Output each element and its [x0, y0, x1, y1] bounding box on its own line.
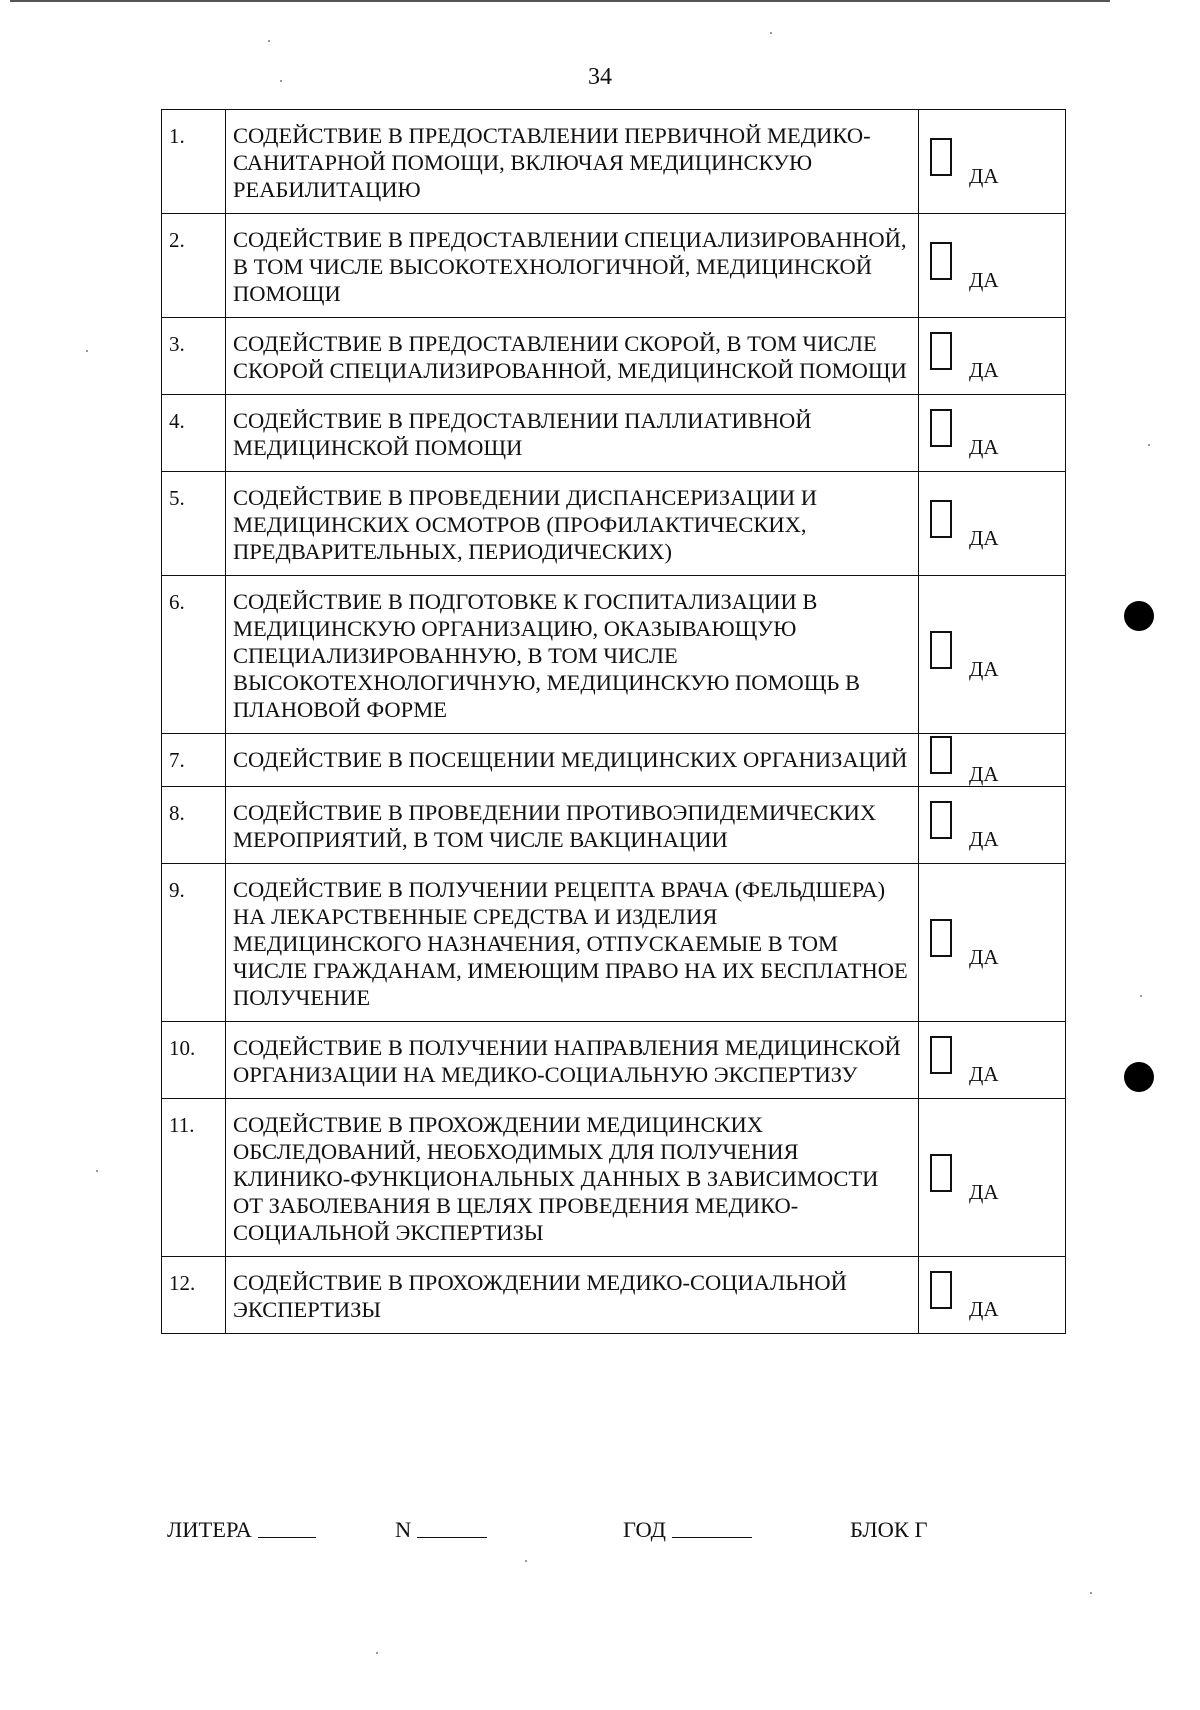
yes-checkbox[interactable] [930, 500, 952, 538]
services-table-body [162, 110, 1066, 1334]
row-description: СОДЕЙСТВИЕ В ПРОВЕДЕНИИ ДИСПАНСЕРИЗАЦИИ И МЕДИЦИНСКИХ ОСМОТРОВ (ПРОФИЛАКТИЧЕСКИХ, ПРЕДВАРИТЕЛЬНЫХ, ПЕРИОДИЧЕСКИХ) [226, 472, 919, 576]
yes-label: ДА [969, 525, 999, 550]
yes-label: ДА [969, 435, 999, 459]
year-blank[interactable] [672, 1517, 752, 1538]
row-description: СОДЕЙСТВИЕ В ПОДГОТОВКЕ К ГОСПИТАЛИЗАЦИИ В МЕДИЦИНСКУЮ ОРГАНИЗАЦИЮ, ОКАЗЫВАЮЩУЮ СПЕЦИАЛИЗИРОВАННУЮ, В ТОМ ЧИСЛЕ ВЫСОКОТЕХНОЛОГИЧНУЮ, МЕДИЦИНСКУЮ ПОМОЩЬ В ПЛАНОВОЙ ФОРМЕ [226, 576, 919, 734]
row-number: 2. [162, 214, 226, 318]
number-label: N [395, 1517, 412, 1542]
table-row [162, 1257, 1066, 1334]
row-description: СОДЕЙСТВИЕ В ПРОВЕДЕНИИ ПРОТИВОЭПИДЕМИЧЕСКИХ МЕРОПРИЯТИЙ, В ТОМ ЧИСЛЕ ВАКЦИНАЦИИ [226, 787, 919, 864]
yes-checkbox[interactable] [930, 631, 952, 669]
yes-checkbox[interactable] [930, 138, 952, 176]
row-number: 4. [162, 395, 226, 472]
yes-label: ДА [969, 358, 999, 382]
yes-checkbox[interactable] [930, 1154, 952, 1192]
answer-option [919, 136, 1065, 188]
answer-option [919, 1152, 1065, 1204]
yes-label: ДА [969, 1062, 999, 1086]
answer-option [919, 799, 1065, 851]
row-answer-cell [919, 472, 1066, 576]
row-number: 12. [162, 1257, 226, 1334]
scan-speck [1090, 1592, 1092, 1594]
yes-label: ДА [969, 656, 999, 681]
table-row [162, 110, 1066, 214]
row-number: 8. [162, 787, 226, 864]
yes-label: ДА [969, 267, 999, 292]
scan-speck [268, 40, 270, 42]
litera-field [167, 1517, 252, 1543]
yes-label: ДА [969, 1297, 999, 1321]
row-number: 7. [162, 734, 226, 787]
row-answer-cell [919, 576, 1066, 734]
scan-speck [1148, 444, 1150, 446]
yes-label: ДА [969, 944, 999, 969]
table-row [162, 734, 1066, 787]
row-answer-cell [919, 318, 1066, 395]
row-description: СОДЕЙСТВИЕ В ПРЕДОСТАВЛЕНИИ ПАЛЛИАТИВНОЙ МЕДИЦИНСКОЙ ПОМОЩИ [226, 395, 919, 472]
punch-hole-lower [1124, 1062, 1154, 1092]
answer-option [919, 498, 1065, 550]
row-answer-cell [919, 110, 1066, 214]
answer-option [919, 1269, 1065, 1321]
scan-speck [280, 80, 282, 82]
year-label: ГОД [623, 1517, 666, 1542]
yes-checkbox[interactable] [930, 801, 952, 839]
row-number: 11. [162, 1099, 226, 1257]
yes-label: ДА [969, 1179, 999, 1204]
row-answer-cell [919, 1257, 1066, 1334]
yes-checkbox[interactable] [930, 919, 952, 957]
row-answer-cell [919, 787, 1066, 864]
year-field [623, 1517, 666, 1543]
row-description: СОДЕЙСТВИЕ В ПРЕДОСТАВЛЕНИИ СКОРОЙ, В ТОМ ЧИСЛЕ СКОРОЙ СПЕЦИАЛИЗИРОВАННОЙ, МЕДИЦИНСКОЙ ПОМОЩИ [226, 318, 919, 395]
row-description: СОДЕЙСТВИЕ В ПОЛУЧЕНИИ РЕЦЕПТА ВРАЧА (ФЕЛЬДШЕРА) НА ЛЕКАРСТВЕННЫЕ СРЕДСТВА И ИЗДЕЛИЯ МЕДИЦИНСКОГО НАЗНАЧЕНИЯ, ОТПУСКАЕМЫЕ В ТОМ ЧИСЛЕ ГРАЖДАНАМ, ИМЕЮЩИМ ПРАВО НА ИХ БЕСПЛАТНОЕ ПОЛУЧЕНИЕ [226, 864, 919, 1022]
scan-speck [770, 32, 772, 34]
yes-label: ДА [969, 762, 999, 786]
row-answer-cell [919, 1099, 1066, 1257]
table-row [162, 864, 1066, 1022]
answer-option [919, 917, 1065, 969]
row-number: 5. [162, 472, 226, 576]
answer-option [919, 407, 1065, 459]
yes-checkbox[interactable] [930, 242, 952, 280]
table-row [162, 214, 1066, 318]
row-description: СОДЕЙСТВИЕ В ПРОХОЖДЕНИИ МЕДИЦИНСКИХ ОБСЛЕДОВАНИЙ, НЕОБХОДИМЫХ ДЛЯ ПОЛУЧЕНИЯ КЛИНИКО-ФУНКЦИОНАЛЬНЫХ ДАННЫХ В ЗАВИСИМОСТИ ОТ ЗАБОЛЕВАНИЯ В ЦЕЛЯХ ПРОВЕДЕНИЯ МЕДИКО-СОЦИАЛЬНОЙ ЭКСПЕРТИЗЫ [226, 1099, 919, 1257]
row-answer-cell [919, 1022, 1066, 1099]
row-number: 6. [162, 576, 226, 734]
services-table [161, 109, 1066, 1334]
scan-speck [525, 1560, 527, 1562]
row-answer-cell [919, 214, 1066, 318]
scan-top-edge [10, 0, 1110, 2]
row-number: 9. [162, 864, 226, 1022]
page-number: 34 [588, 64, 612, 90]
yes-label: ДА [969, 827, 999, 851]
scan-speck [376, 1652, 378, 1654]
table-row [162, 787, 1066, 864]
row-description: СОДЕЙСТВИЕ В ПРЕДОСТАВЛЕНИИ СПЕЦИАЛИЗИРОВАННОЙ, В ТОМ ЧИСЛЕ ВЫСОКОТЕХНОЛОГИЧНОЙ, МЕДИЦИНСКОЙ ПОМОЩИ [226, 214, 919, 318]
table-row [162, 576, 1066, 734]
row-answer-cell [919, 395, 1066, 472]
row-description: СОДЕЙСТВИЕ В ПРЕДОСТАВЛЕНИИ ПЕРВИЧНОЙ МЕДИКО-САНИТАРНОЙ ПОМОЩИ, ВКЛЮЧАЯ МЕДИЦИНСКУЮ РЕАБИЛИТАЦИЮ [226, 110, 919, 214]
scan-speck [1140, 995, 1142, 997]
table-row [162, 1022, 1066, 1099]
yes-checkbox[interactable] [930, 1036, 952, 1074]
number-blank[interactable] [417, 1517, 487, 1538]
answer-option [919, 629, 1065, 681]
table-row [162, 395, 1066, 472]
answer-option [919, 330, 1065, 382]
yes-checkbox[interactable] [930, 1271, 952, 1309]
row-number: 3. [162, 318, 226, 395]
yes-checkbox[interactable] [930, 409, 952, 447]
answer-option [919, 734, 1065, 786]
table-row [162, 1099, 1066, 1257]
row-description: СОДЕЙСТВИЕ В ПРОХОЖДЕНИИ МЕДИКО-СОЦИАЛЬНОЙ ЭКСПЕРТИЗЫ [226, 1257, 919, 1334]
litera-blank[interactable] [258, 1517, 316, 1538]
answer-option [919, 240, 1065, 292]
yes-checkbox[interactable] [930, 332, 952, 370]
table-row [162, 318, 1066, 395]
number-field [395, 1517, 411, 1543]
block-label: БЛОК Г [850, 1517, 928, 1542]
answer-option [919, 1034, 1065, 1086]
row-number: 1. [162, 110, 226, 214]
table-row [162, 472, 1066, 576]
row-number: 10. [162, 1022, 226, 1099]
litera-label: ЛИТЕРА [167, 1517, 252, 1542]
row-answer-cell [919, 734, 1066, 787]
punch-hole-upper [1124, 601, 1154, 631]
yes-label: ДА [969, 163, 999, 188]
yes-checkbox[interactable] [930, 736, 952, 774]
row-description: СОДЕЙСТВИЕ В ПОЛУЧЕНИИ НАПРАВЛЕНИЯ МЕДИЦИНСКОЙ ОРГАНИЗАЦИИ НА МЕДИКО-СОЦИАЛЬНУЮ ЭКСПЕРТИЗУ [226, 1022, 919, 1099]
scan-speck [96, 1170, 98, 1172]
row-answer-cell [919, 864, 1066, 1022]
row-description: СОДЕЙСТВИЕ В ПОСЕЩЕНИИ МЕДИЦИНСКИХ ОРГАНИЗАЦИЙ [226, 734, 919, 787]
scan-speck [86, 350, 88, 352]
